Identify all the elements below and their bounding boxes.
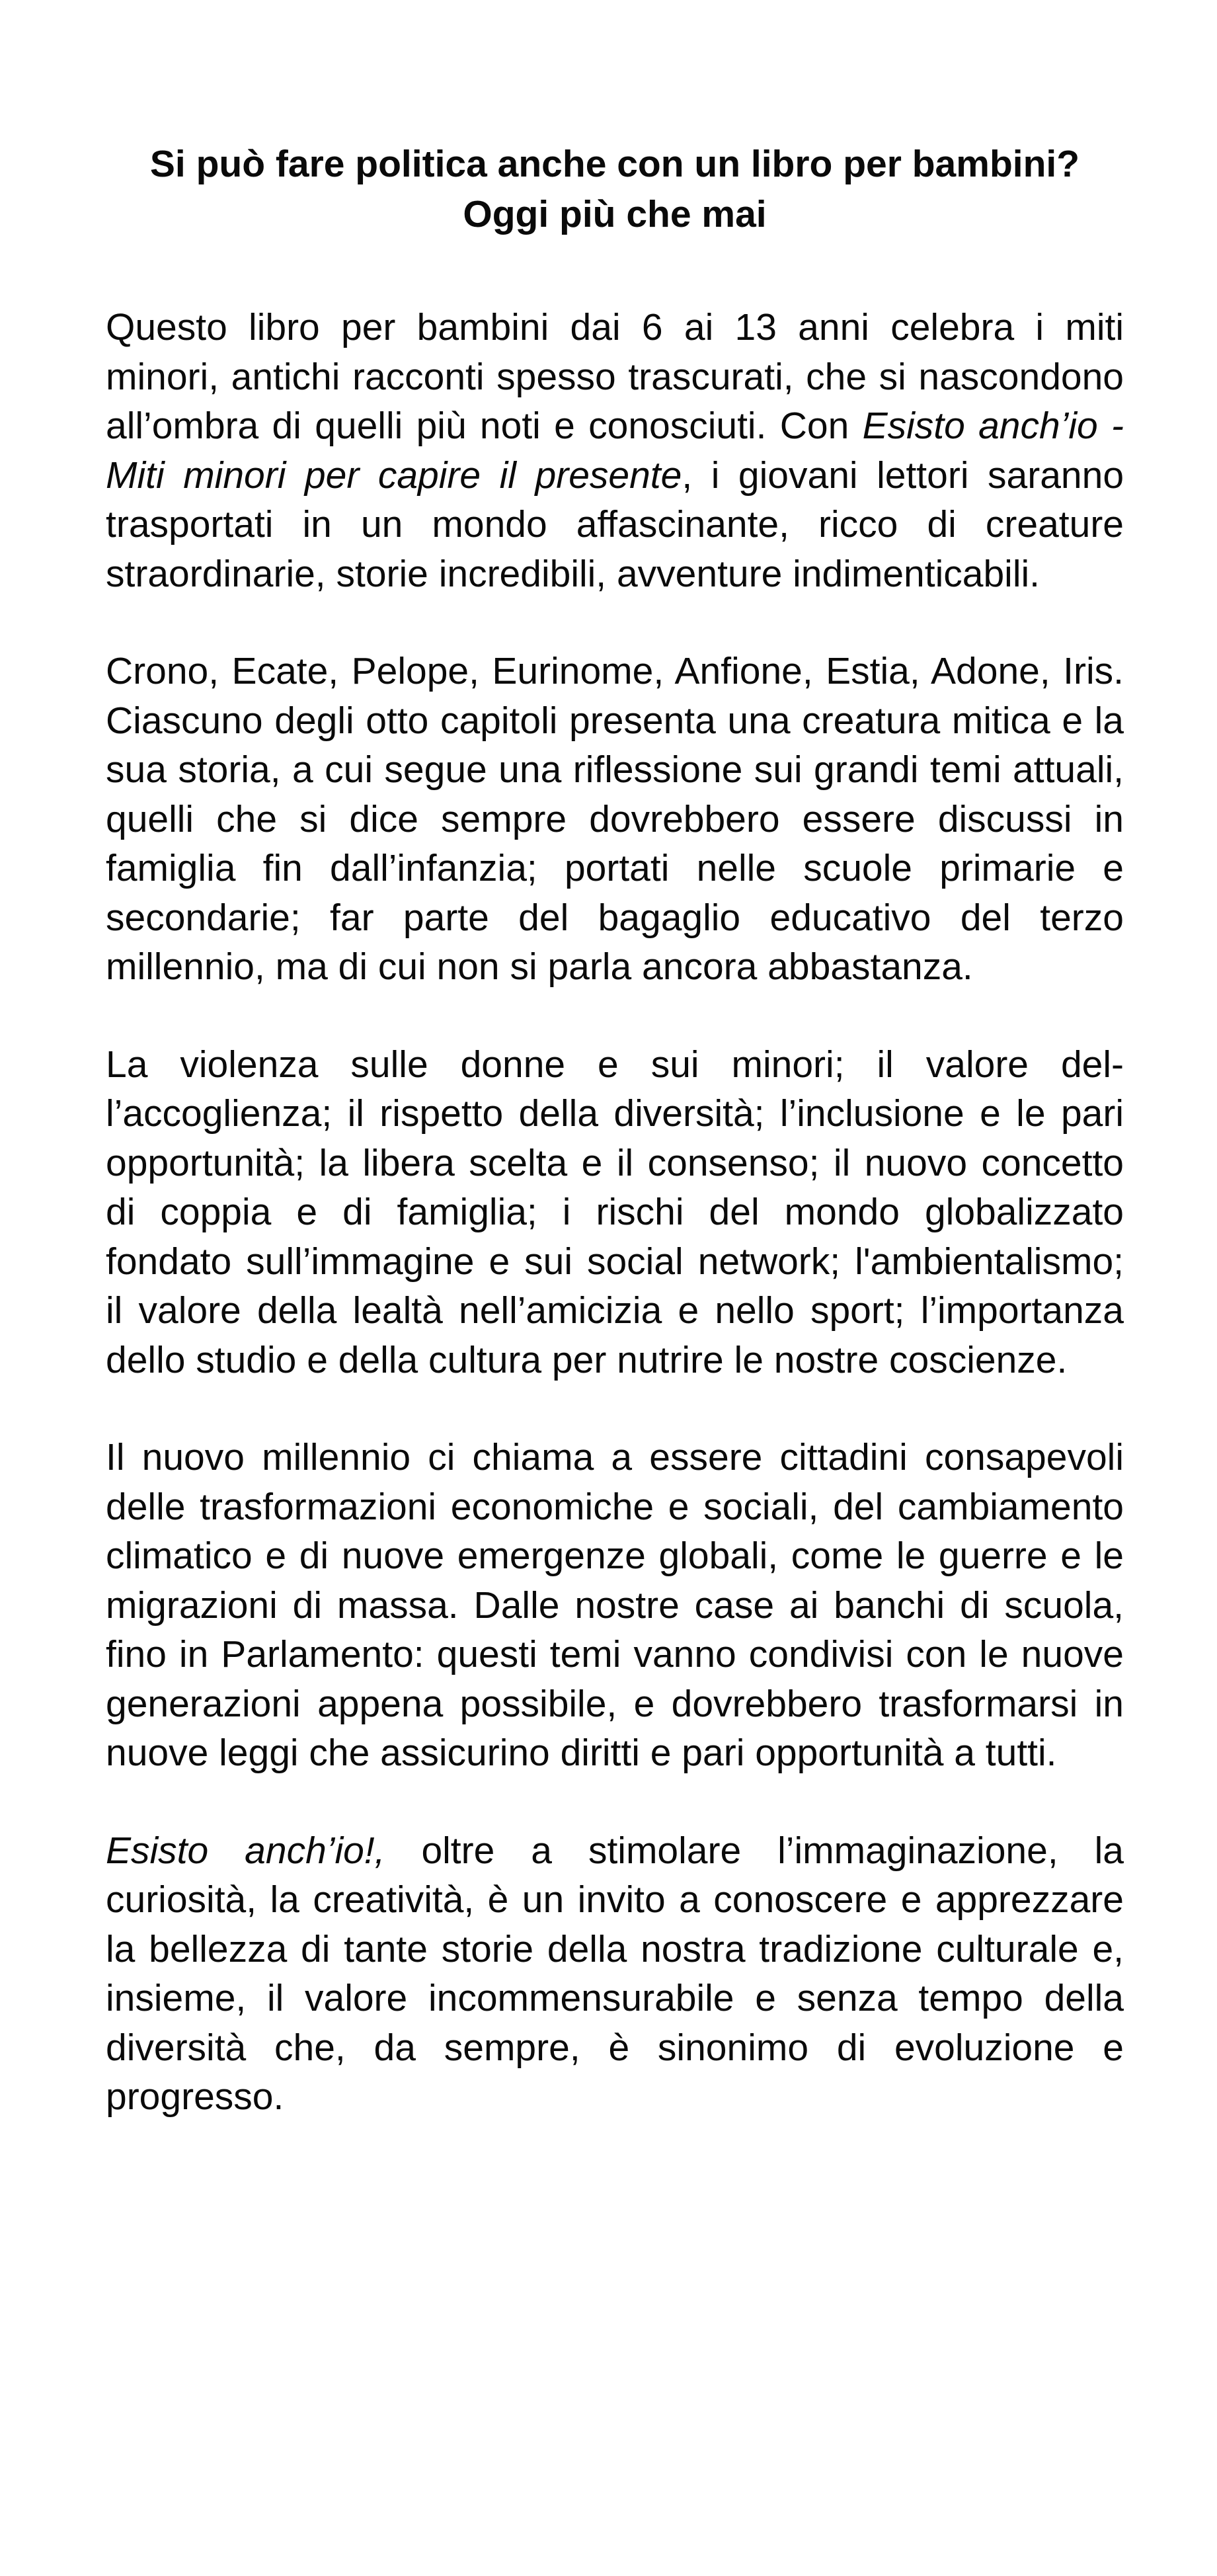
paragraph-intro [106,303,1124,598]
paragraph-millennium: Il nuovo millennio ci chiama a essere cittadini consapevoli delle trasformazioni economiche e sociali, del cambiamento climatico e di nuove emergenze globali, come le guerre e le migrazioni di massa. Dalle nostre case ai banchi di scuola, fino in Parlamento: questi temi vanno condivisi con le nuove generazioni appena possibile, e dovrebbero trasformarsi in nuove leggi che assicurino diritti e pari opportunità a tutti. [106,1436,1124,1774]
document-title: Si può fare politica anche con un libro per bambini? Oggi più che mai [149,143,1080,235]
book-title-short: Esisto anch’io!, [106,1829,385,1872]
document-page [106,139,1124,2170]
paragraph-intro-text-end: , i giovani lettori saranno trasportati in un mondo affascinante, ricco di creature straordinarie, storie incredibili, avventure indimenticabili. [106,454,1124,595]
paragraph-conclusion [106,1826,1124,2122]
paragraph-themes: La violenza sulle donne e sui minori; il valore dell’accoglienza; il rispetto della diversità; l’inclusione e le pari opportunità; la libera scelta e il consenso; il nuovo concetto di coppia e di famiglia; i rischi del mondo globalizzato fondato sull’immagine e sui social network; l'ambientalismo; il valore della lealtà nell’amicizia e nello sport; l’importanza dello studio e della cultura per nutrire le nostre coscienze. [106,1043,1124,1381]
book-title-full: Esisto anch’io - Miti minori per capire il presente [106,405,1124,497]
paragraph-characters: Crono, Ecate, Pelope, Eurinome, Anfione, Estia, Adone, Iris. Ciascuno degli otto capitoli presenta una creatura mitica e la sua storia, a cui segue una riflessione sui grandi temi attuali, quelli che si dice sempre dovrebbero essere discussi in famiglia fin dall’infanzia; portati nelle scuole primarie e secondarie; far parte del bagaglio educativo del terzo millennio, ma di cui non si parla ancora abbastanza. [106,650,1124,988]
paragraph-intro-text-start: Questo libro per bambini dai 6 ai 13 anni celebra i miti minori, antichi racconti spesso trascurati, che si nascondono all’ombra di quelli più noti e conosciuti. Con [106,306,1124,447]
paragraph-conclusion-text: oltre a stimolare l’immaginazione, la curiosità, la creatività, è un invito a conoscere e apprezzare la bellezza di tante storie della nostra tradizione culturale e, insieme, il valore incommensurabile e senza tempo della diversità che, da sempre, è sinonimo di evoluzione e progresso. [106,1829,1124,2118]
